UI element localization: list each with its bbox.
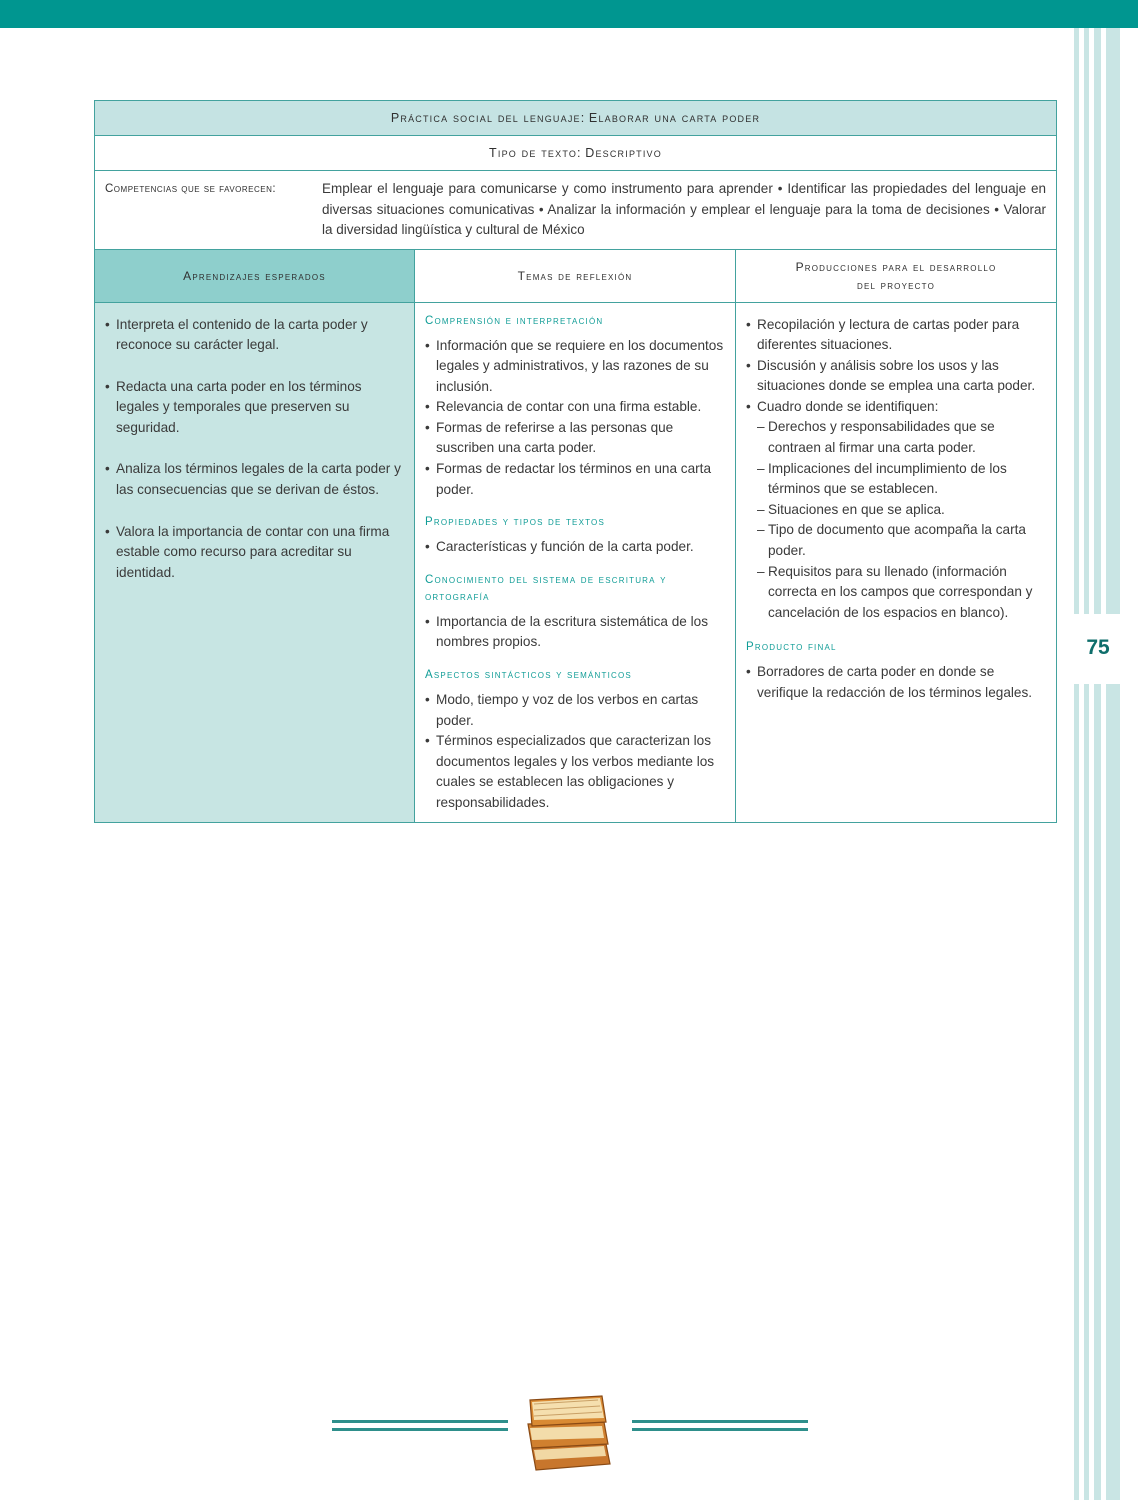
tema-item: • Términos especializados que caracterizan los documentos legales y los verbos mediante los cuales se establecen las obligaciones y responsabilidades. xyxy=(425,731,725,813)
producto-final-item: • Borradores de carta poder en donde se verifique la redacción de los términos legales. xyxy=(746,662,1048,703)
footer-line-right xyxy=(632,1420,808,1423)
practice-title-row xyxy=(95,101,1057,136)
tema-item: • Modo, tiempo y voz de los verbos en cartas poder. xyxy=(425,690,725,731)
footer-ornament xyxy=(330,1392,810,1472)
competencias-row xyxy=(95,171,1057,250)
header-aprendizajes: Aprendizajes esperados xyxy=(183,268,326,283)
footer-line-left xyxy=(332,1420,508,1423)
tema-item: • Formas de referirse a las personas que suscriben una carta poder. xyxy=(425,418,725,459)
tema-item: • Información que se requiere en los documentos legales y administrativos, y las razones de su inclusión. xyxy=(425,336,725,398)
tema-item: • Formas de redactar los términos en una carta poder. xyxy=(425,459,725,500)
header-producciones-line2: del proyecto xyxy=(856,277,936,292)
producciones-column xyxy=(736,302,1057,822)
tema-section-title: Aspectos sintácticos y semánticos xyxy=(425,669,632,682)
text-type-value: Descriptivo xyxy=(585,146,662,160)
tema-section-title: Propiedades y tipos de textos xyxy=(425,516,606,529)
produccion-item: • Recopilación y lectura de cartas poder para diferentes situaciones. xyxy=(746,315,1048,356)
text-type-prefix: Tipo de texto: xyxy=(489,146,582,160)
cuadro-subitem: – Tipo de documento que acompaña la carta poder. xyxy=(757,520,1048,561)
header-temas: Temas de reflexión xyxy=(517,268,633,283)
curriculum-table xyxy=(94,100,1057,823)
aprendizajes-column xyxy=(95,302,415,822)
footer-line-right xyxy=(632,1428,808,1431)
content-row xyxy=(95,302,1057,822)
aprendizaje-item: • Interpreta el contenido de la carta poder y reconoce su carácter legal. xyxy=(105,315,404,356)
produccion-item: • Discusión y análisis sobre los usos y las situaciones donde se emplea una carta poder. xyxy=(746,356,1048,397)
footer-line-left xyxy=(332,1428,508,1431)
aprendizaje-item: • Valora la importancia de contar con una firma estable como recurso para acreditar su identidad. xyxy=(105,522,404,584)
cuadro-subitem: – Derechos y responsabilidades que se contraen al firmar una carta poder. xyxy=(757,417,1048,458)
aprendizaje-item: • Redacta una carta poder en los términos legales y temporales que preserven su seguridad. xyxy=(105,377,404,439)
tema-item: • Características y función de la carta poder. xyxy=(425,537,725,558)
books-icon xyxy=(524,1392,618,1472)
temas-column xyxy=(415,302,736,822)
tema-section-title: Comprensión e interpretación xyxy=(425,314,604,327)
cuadro-subitem: – Requisitos para su llenado (información correcta en los campos que correspondan y cancelación de los espacios en blanco). xyxy=(757,562,1048,624)
text-type xyxy=(95,136,1057,171)
tema-item: • Relevancia de contar con una firma estable. xyxy=(425,397,725,418)
text-type-row xyxy=(95,136,1057,171)
cuadro-subitem: – Implicaciones del incumplimiento de los términos que se establecen. xyxy=(757,459,1048,500)
practice-title-prefix: Práctica social del lenguaje: xyxy=(390,111,586,125)
practice-title-value: Elaborar una carta poder xyxy=(588,111,761,125)
practice-title xyxy=(95,101,1057,136)
margin-stripes xyxy=(1070,28,1138,1500)
header-producciones-line1: Producciones para el desarrollo xyxy=(795,259,997,274)
cuadro-subitem: – Situaciones en que se aplica. xyxy=(757,500,1048,521)
produccion-item-cuadro xyxy=(746,397,1048,624)
column-header-row xyxy=(95,249,1057,302)
competencias-text: Emplear el lenguaje para comunicarse y como instrumento para aprender • Identificar las propiedades del lenguaje en diversas situaciones comunicativas • Analizar la información y emplear el lenguaje para la toma de decisiones • Valorar la diversidad lingüística y cultural de México xyxy=(322,181,1046,237)
page-number: 75 xyxy=(1086,636,1110,659)
tema-item: • Importancia de la escritura sistemática de los nombres propios. xyxy=(425,612,725,653)
cuadro-label: Cuadro donde se identifiquen: xyxy=(757,398,939,414)
top-color-bar xyxy=(0,0,1138,28)
competencias-label: Competencias que se favorecen: xyxy=(105,183,277,195)
tema-section-title: Conocimiento del sistema de escritura y ortografía xyxy=(425,573,667,603)
producto-final-title: Producto final xyxy=(746,641,837,654)
aprendizaje-item: • Analiza los términos legales de la carta poder y las consecuencias que se derivan de éstos. xyxy=(105,459,404,500)
top-bar-notch xyxy=(0,28,5,32)
